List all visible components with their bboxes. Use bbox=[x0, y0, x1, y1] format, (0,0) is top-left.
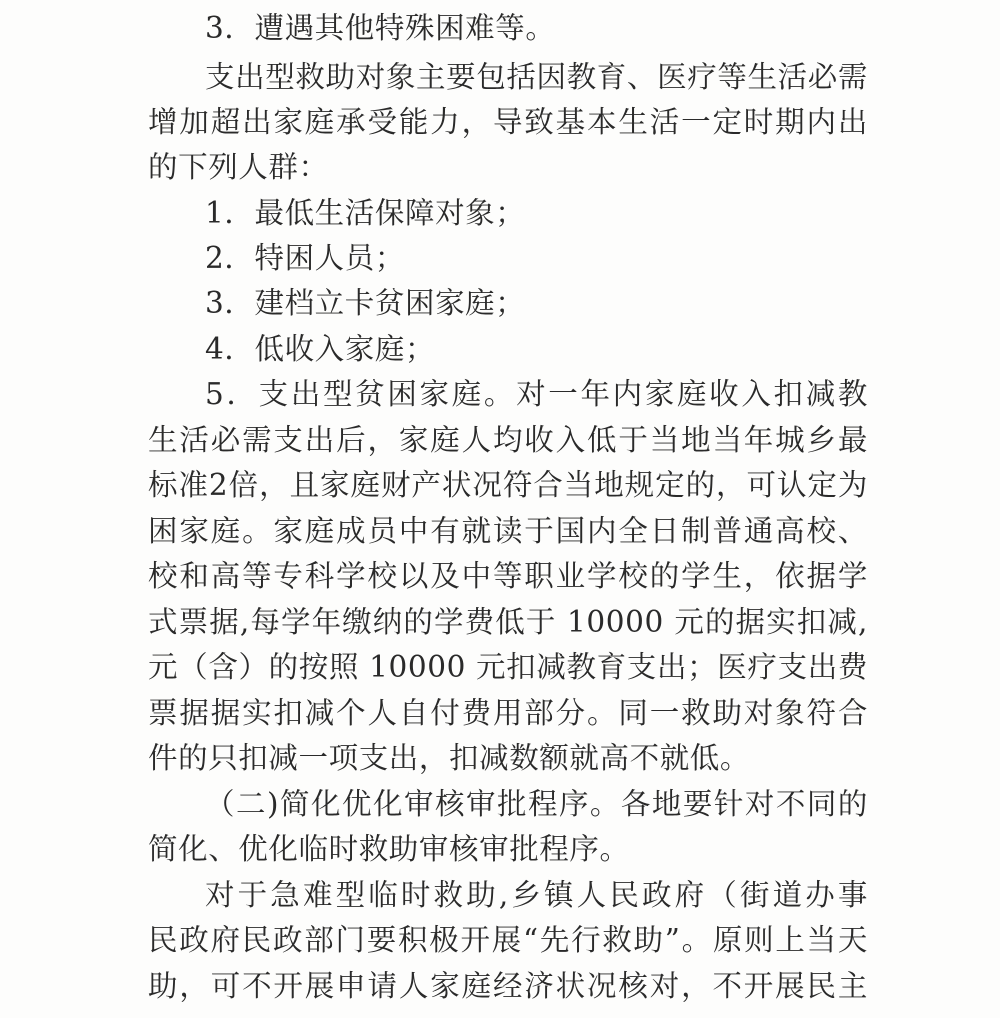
paragraph-expenditure-line-3: 的下列人群： bbox=[148, 150, 329, 184]
list-item-5-line-1: 5．支出型贫困家庭。对一年内家庭收入扣减教 bbox=[205, 377, 868, 411]
section-2-heading-line-2: 简化、优化临时救助审核审批程序。 bbox=[148, 832, 630, 866]
list-item-2: 2．特困人员； bbox=[205, 241, 405, 275]
paragraph-expenditure-line-1: 支出型救助对象主要包括因教育、医疗等生活必需 bbox=[205, 60, 868, 94]
list-item-5-line-8: 票据据实扣减个人自付费用部分。同一救助对象符合 bbox=[148, 696, 868, 730]
paragraph-emergency-line-1: 对于急难型临时救助,乡镇人民政府（街道办事 bbox=[205, 878, 868, 912]
paragraph-emergency-line-2: 民政府民政部门要积极开展“先行救助”。原则上当天 bbox=[148, 923, 868, 957]
list-item-5-line-5: 校和高等专科学校以及中等职业学校的学生，依据学 bbox=[148, 559, 868, 593]
section-2-heading-line-1: （二)简化优化审核审批程序。各地要针对不同的 bbox=[205, 787, 868, 821]
list-item-5-line-3: 标准2倍，且家庭财产状况符合当地规定的，可认定为 bbox=[148, 468, 868, 502]
list-item-4: 4．低收入家庭； bbox=[205, 332, 436, 366]
paragraph-emergency-line-3: 助，可不开展申请人家庭经济状况核对，不开展民主 bbox=[148, 969, 868, 1003]
list-item-5-line-4: 困家庭。家庭成员中有就读于国内全日制普通高校、 bbox=[148, 514, 868, 548]
list-item-3-other-difficulties: 3．遭遇其他特殊困难等。 bbox=[205, 11, 556, 45]
paragraph-expenditure-line-2: 增加超出家庭承受能力，导致基本生活一定时期内出 bbox=[148, 105, 868, 139]
list-item-1: 1．最低生活保障对象； bbox=[205, 196, 526, 230]
list-item-5-line-7: 元（含）的按照 10000 元扣减教育支出；医疗支出费 bbox=[148, 650, 868, 684]
list-item-3: 3．建档立卡贫困家庭； bbox=[205, 286, 526, 320]
list-item-5-line-2: 生活必需支出后，家庭人均收入低于当地当年城乡最 bbox=[148, 423, 868, 457]
list-item-5-line-9: 件的只扣减一项支出，扣减数额就高不就低。 bbox=[148, 741, 751, 775]
list-item-5-line-6: 式票据,每学年缴纳的学费低于 10000 元的据实扣减, bbox=[148, 605, 868, 639]
